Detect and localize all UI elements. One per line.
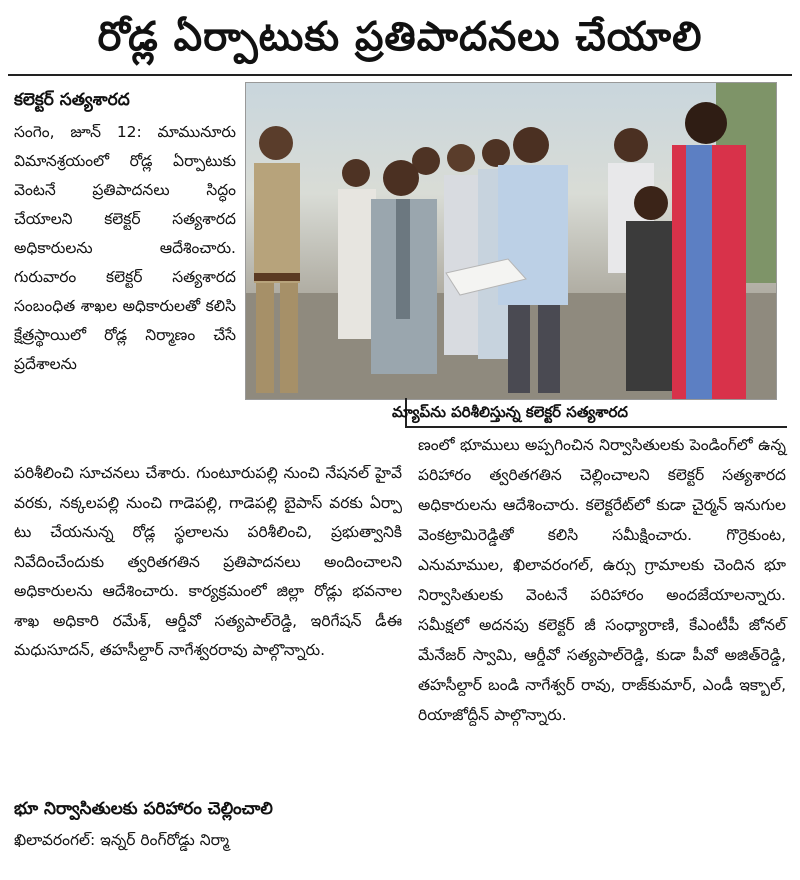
story1-subhead: కలెక్టర్ సత్యశారద [14, 90, 130, 110]
photo-caption: మ్యాప్‌ను పరిశీలిస్తున్న కలెక్టర్ సత్యశారద [391, 403, 629, 421]
story2-left-column [14, 826, 402, 854]
story1-wide-text: పరిశీలించి సూచనలు చేశారు. గుంటూరుపల్లి నుంచి నేషనల్ హైవే వరకు, నక్కలపల్లి నుంచి గాడెపల్లి, గాడెపల్లి బైపాస్ వరకు ఏర్పా టు చేయనున్న రోడ్ల స్థలాలను పరిశీలించి, ప్రభుత్వానికి నివేదించేందుకు త్వరితగతిన ప్రతిపాదనలు అందించాలని అధికారులను ఆదేశించారు. కార్యక్రమంలో జిల్లా రోడ్లు భవనాల శాఖ అధికారి రమేశ్, ఆర్డీవో సత్యపాల్‌రెడ్డి, ఇరిగేషన్ డీఈ మధుసూదన్, తహసీల్దార్ నాగేశ్వరరావు పాల్గొన్నారు. [14, 464, 402, 659]
woman-red-sari-figure [672, 102, 746, 399]
collector-figure [371, 160, 437, 374]
story1-wide-column [14, 459, 402, 666]
story2-right-column [418, 430, 786, 730]
story2-subhead: భూ నిర్వాసితులకు పరిహారం చెల్లించాలి [14, 799, 273, 819]
story2-right-text: ణంలో భూములు అప్పగించిన నిర్వాసితులకు పెండింగ్‌లో ఉన్న పరిహారం త్వరితగతిన చెల్లించాలని కలెక్టర్ సత్యశారద అధికారులను ఆదేశించారు. కలెక్టరేట్‌లో కుడా చైర్మన్ ఇనుగుల వెంకట్రామిరెడ్డితో కలిసి సమీక్షించారు. గొర్రెకుంట, ఎనుమాముల, ఖిలావరంగల్, ఉర్సు గ్రామాలకు చెందిన భూ నిర్వాసితులకు వెంటనే పరిహారం అందజేయాలన్నారు. సమీక్షలో అదనపు కలెక్టర్ జీ సంధ్యారాణి, కేఎంటీపీ జోనల్ మేనేజర్ స్వామి, ఆర్డీవో సత్యపాల్‌రెడ్డి, కుడా పీవో అజిత్‌రెడ్డి, తహసీల్దార్ బండి నాగేశ్వర్ రావు, రాజ్‌కుమార్, ఎండీ ఇక్బాల్, రియాజోద్దీన్ పాల్గొన్నారు. [418, 436, 786, 724]
story1-narrow-text: సంగెం, జూన్ 12: మామునూరు విమానశ్రయంలో రోడ్ల ఏర్పాటుకు వెంటనే ప్రతిపాదనలు సిద్ధం చేయాలని కలెక్టర్ సత్యశారద అధికారులను ఆదేశించారు. గురువారం కలెక్టర్ సత్యశారద సంబంధిత శాఖల అధికారులతో కలిసి క్షేత్రస్థాయిలో రోడ్ల నిర్మాణం చేసే ప్రదేశాలను [14, 123, 236, 373]
news-photo [245, 82, 777, 400]
story1-narrow-column [14, 118, 236, 379]
headline: రోడ్ల ఏర్పాటుకు ప్రతిపాదనలు చేయాలి [97, 14, 703, 60]
headline-rule [8, 74, 792, 76]
story2-left-text: ఖిలావరంగల్: ఇన్నర్ రింగ్‌రోడ్డు నిర్మా [14, 831, 230, 849]
photo-illustration [246, 83, 776, 399]
